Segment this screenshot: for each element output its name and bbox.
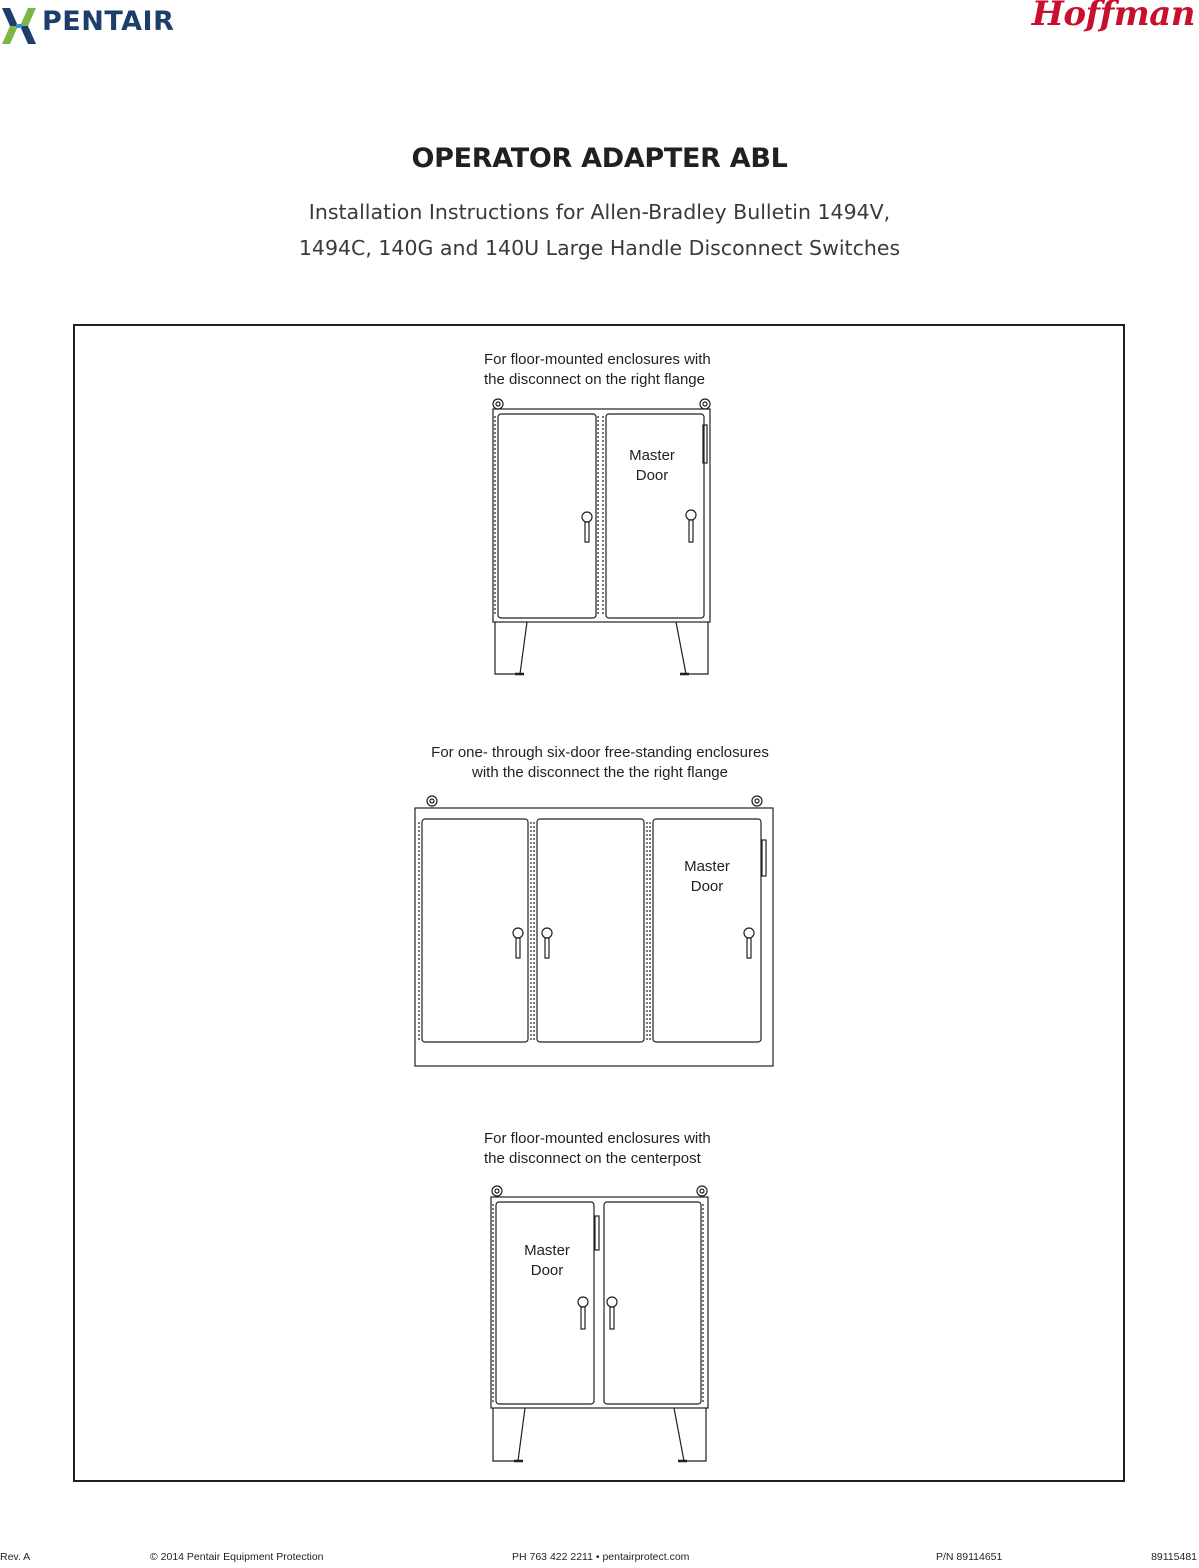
pentair-x-mark-icon (0, 4, 40, 48)
lifting-eye-right (697, 1186, 707, 1196)
footer-document-number: 89115481 (1151, 1551, 1197, 1563)
figure-3-caption (484, 1129, 711, 1169)
door-latch-handle (686, 510, 696, 520)
figure-3-master-door-label-line-2: Door (530, 1262, 564, 1279)
disconnect-operator (703, 425, 707, 463)
door-latch-handle (582, 512, 592, 522)
hoffman-logo: Hoffman (1031, 0, 1195, 34)
figure-1-master-door-label-line-1: Master (629, 447, 675, 464)
right-door (604, 1202, 701, 1404)
subtitle-line-1: Installation Instructions for Allen-Bradley Bulletin 1494V, (308, 200, 891, 224)
middle-door (537, 819, 644, 1042)
door-latch-handle (513, 928, 523, 938)
figure-2-three-door-freestanding-enclosure (410, 790, 780, 1070)
door-latch-handle (744, 928, 754, 938)
master-door (606, 414, 704, 618)
figure-1-caption (484, 350, 711, 390)
figure-1-two-door-floor-enclosure (490, 395, 720, 680)
disconnect-operator (595, 1216, 599, 1250)
master-door (496, 1202, 594, 1404)
figure-1-master-door-label-line-2: Door (635, 467, 669, 484)
lifting-eye-right (752, 796, 762, 806)
door-latch-handle (578, 1297, 588, 1307)
figure-1-caption-line-2: the disconnect on the right flange (484, 371, 705, 388)
figure-2-caption (400, 743, 800, 783)
enclosure-body (415, 808, 773, 1066)
document-title: OPERATOR ADAPTER ABL (411, 143, 788, 174)
enclosure-body (493, 409, 710, 622)
figure-3-master-door-label-line-1: Master (524, 1242, 570, 1259)
footer-contact: PH 763 422 2211 • pentairprotect.com (512, 1551, 690, 1563)
disconnect-operator (762, 840, 766, 876)
figure-3-centerpost-floor-enclosure (487, 1183, 717, 1463)
lifting-eye-left (427, 796, 437, 806)
figure-3-caption-line-1: For floor-mounted enclosures with (484, 1130, 711, 1147)
figure-2-master-door-label-line-1: Master (684, 858, 730, 875)
pentair-wordmark: PENTAIR (42, 6, 175, 37)
footer-revision: Rev. A (0, 1551, 31, 1563)
footer-part-number: P/N 89114651 (936, 1551, 1003, 1563)
footer-copyright: © 2014 Pentair Equipment Protection (150, 1551, 324, 1563)
left-door (422, 819, 528, 1042)
pentair-logo (0, 4, 200, 48)
door-latch-handle (542, 928, 552, 938)
lifting-eye-left (492, 1186, 502, 1196)
figure-2-caption-line-2: with the disconnect the the right flange (472, 764, 728, 781)
figure-2-master-door-label-line-2: Door (690, 878, 724, 895)
figure-2-caption-line-1: For one- through six-door free-standing enclosures (431, 744, 769, 761)
figure-1-caption-line-1: For floor-mounted enclosures with (484, 351, 711, 368)
left-door (498, 414, 596, 618)
door-latch-handle (607, 1297, 617, 1307)
figure-3-caption-line-2: the disconnect on the centerpost (484, 1150, 701, 1167)
subtitle-line-2: 1494C, 140G and 140U Large Handle Disconnect Switches (298, 236, 901, 260)
lifting-eye-left (493, 399, 503, 409)
lifting-eye-right (700, 399, 710, 409)
